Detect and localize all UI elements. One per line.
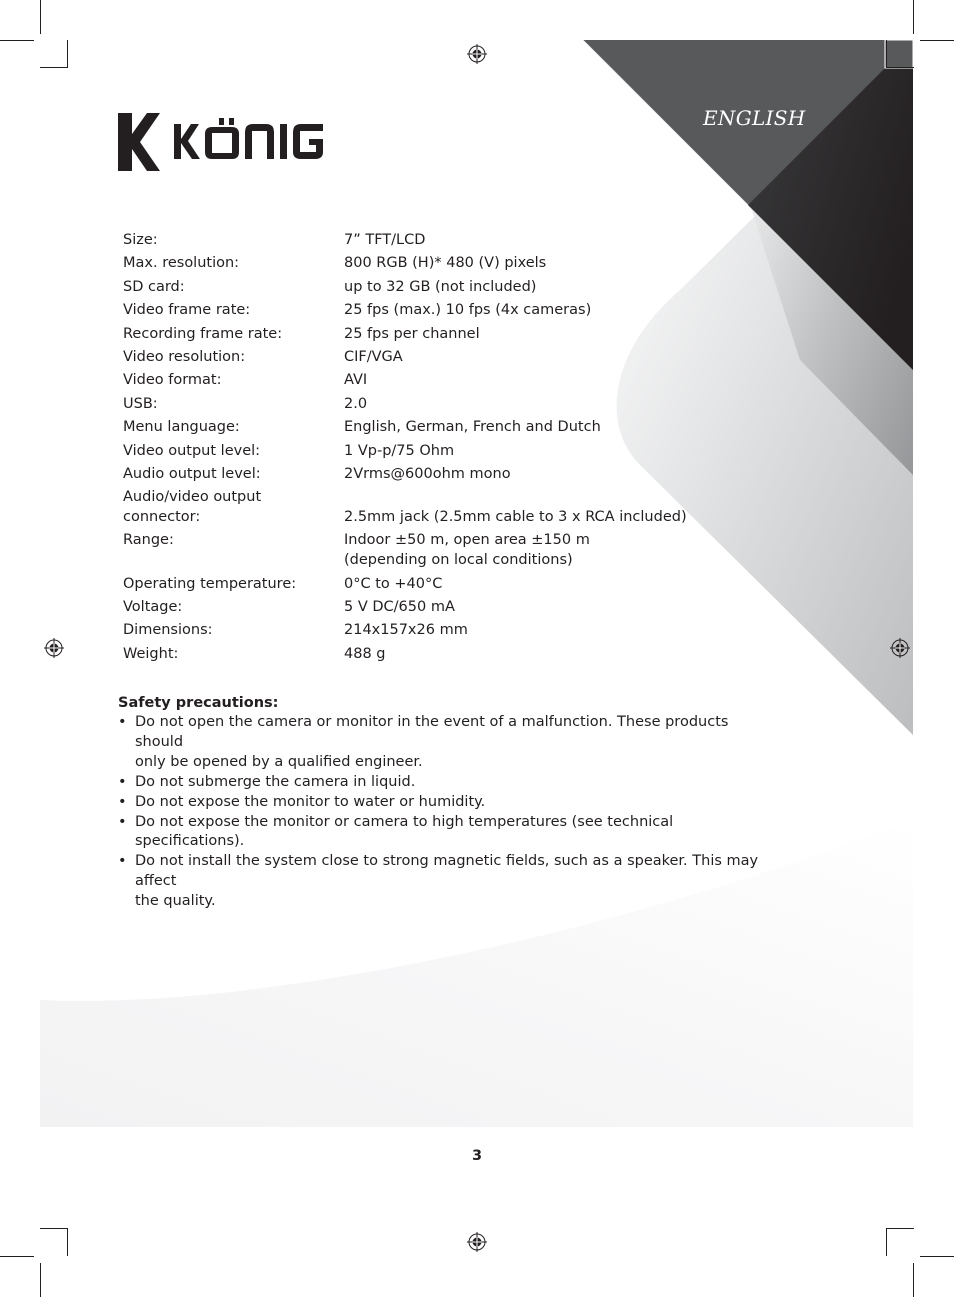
spec-label-line: Voltage:	[123, 599, 183, 616]
spec-label	[123, 465, 344, 485]
spec-row	[123, 531, 743, 571]
spec-label	[123, 325, 344, 345]
spec-label-line: Range:	[123, 532, 174, 549]
safety-item-line: the quality.	[135, 893, 216, 910]
spec-value-line: Indoor ±50 m, open area ±150 m	[344, 532, 590, 549]
crop-mark	[913, 1263, 914, 1297]
spec-value-line: 2.5mm jack (2.5mm cable to 3 x RCA included)	[344, 509, 687, 526]
spec-value-line: 0°C to +40°C	[344, 575, 443, 592]
spec-row	[123, 395, 743, 415]
spec-value-line: CIF/VGA	[344, 348, 403, 365]
spec-value	[344, 488, 743, 528]
spec-label	[123, 488, 344, 528]
bullet-icon: •	[118, 853, 127, 870]
crop-mark	[0, 40, 34, 41]
spec-row	[123, 575, 743, 595]
spec-label-line: USB:	[123, 395, 158, 412]
safety-item	[118, 713, 778, 773]
spec-row	[123, 645, 743, 665]
spec-value	[344, 325, 743, 345]
spec-value-line: 5 V DC/650 mA	[344, 599, 455, 616]
spec-label-line: Operating temperature:	[123, 575, 297, 592]
spec-row	[123, 325, 743, 345]
bullet-icon: •	[118, 793, 127, 810]
crop-mark	[40, 1263, 41, 1297]
safety-item	[118, 773, 778, 793]
safety-title: Safety precautions:	[118, 695, 279, 711]
spec-label-line: Audio output level:	[123, 465, 261, 482]
spec-value-line: 25 fps per channel	[344, 325, 480, 342]
spec-value-line: 1 Vp-p/75 Ohm	[344, 442, 455, 459]
bullet-icon: •	[118, 714, 127, 730]
safety-item	[118, 793, 778, 813]
spec-value	[344, 348, 743, 368]
registration-mark-icon	[467, 1232, 487, 1252]
spec-value	[344, 371, 743, 391]
spec-value	[344, 621, 743, 641]
spec-row	[123, 301, 743, 321]
spec-value-line: 488 g	[344, 645, 386, 662]
spec-label-line: Dimensions:	[123, 622, 213, 639]
spec-value	[344, 465, 743, 485]
spec-value-line: 214x157x26 mm	[344, 622, 468, 639]
safety-list	[118, 713, 778, 912]
crop-mark	[913, 0, 914, 34]
spec-value-line: 2Vrms@600ohm mono	[344, 465, 511, 482]
spec-label-line: Audio/video output	[123, 489, 262, 506]
spec-value	[344, 598, 743, 618]
spec-label-line: Video frame rate:	[123, 302, 251, 319]
spec-label	[123, 348, 344, 368]
spec-row	[123, 254, 743, 274]
spec-value-line: 7” TFT/LCD	[344, 232, 426, 248]
crop-mark	[920, 40, 954, 41]
spec-label	[123, 301, 344, 321]
spec-label	[123, 575, 344, 595]
safety-section	[118, 693, 778, 912]
spec-value	[344, 254, 743, 274]
spec-label	[123, 531, 344, 571]
spec-label	[123, 418, 344, 438]
spec-label	[123, 598, 344, 618]
spec-label-line: SD card:	[123, 278, 185, 295]
spec-label-line: Size:	[123, 232, 158, 248]
spec-value	[344, 301, 743, 321]
spec-row	[123, 442, 743, 462]
safety-item-line: Do not submerge the camera in liquid.	[135, 773, 416, 790]
spec-value-line: 800 RGB (H)* 480 (V) pixels	[344, 255, 547, 272]
spec-value-line: up to 32 GB (not included)	[344, 278, 537, 295]
spec-label	[123, 395, 344, 415]
spec-row	[123, 598, 743, 618]
spec-value	[344, 645, 743, 665]
spec-label	[123, 645, 344, 665]
spec-label	[123, 231, 344, 251]
safety-item-line: Do not expose the monitor or camera to high temperatures (see technical specifications).	[135, 813, 674, 850]
crop-mark	[0, 1256, 34, 1257]
spec-row	[123, 488, 743, 528]
crop-mark	[886, 1228, 914, 1229]
spec-row	[123, 371, 743, 391]
spec-value-line: 2.0	[344, 395, 368, 412]
crop-mark	[886, 40, 887, 68]
spec-row	[123, 465, 743, 485]
spec-label-line: connector:	[123, 509, 201, 526]
spec-label-line: Max. resolution:	[123, 255, 240, 272]
safety-item-line: only be opened by a qualified engineer.	[135, 753, 423, 770]
spec-value	[344, 278, 743, 298]
spec-label-line: Video output level:	[123, 442, 261, 459]
spec-row	[123, 348, 743, 368]
safety-item-line: Do not install the system close to strong magnetic fields, such as a speaker. This may affect	[135, 853, 759, 890]
safety-item-line: Do not open the camera or monitor in the event of a malfunction. These products should	[135, 714, 729, 750]
crop-mark	[886, 67, 914, 68]
spec-value	[344, 575, 743, 595]
spec-value-line: English, German, French and Dutch	[344, 419, 601, 436]
spec-value-line: AVI	[344, 372, 368, 389]
konig-logo	[118, 112, 342, 172]
page-number: 3	[471, 1148, 483, 1164]
crop-mark	[67, 40, 68, 68]
safety-item	[118, 813, 778, 853]
spec-value	[344, 531, 743, 571]
crop-mark	[40, 0, 41, 34]
safety-item	[118, 852, 778, 912]
spec-value-line: 25 fps (max.) 10 fps (4x cameras)	[344, 302, 592, 319]
specifications-table	[123, 231, 743, 668]
bullet-icon: •	[118, 773, 127, 790]
spec-value	[344, 231, 743, 251]
spec-label	[123, 254, 344, 274]
spec-label-line: Recording frame rate:	[123, 325, 283, 342]
spec-value-line: (depending on local conditions)	[344, 552, 573, 569]
crop-mark	[40, 1228, 68, 1229]
spec-row	[123, 278, 743, 298]
spec-value	[344, 418, 743, 438]
registration-mark-icon	[467, 44, 487, 64]
spec-label	[123, 621, 344, 641]
spec-value	[344, 395, 743, 415]
spec-value	[344, 442, 743, 462]
bullet-icon: •	[118, 813, 127, 830]
crop-mark	[886, 1228, 887, 1256]
crop-mark	[920, 1256, 954, 1257]
spec-label-line: Video resolution:	[123, 348, 246, 365]
spec-label	[123, 442, 344, 462]
spec-row	[123, 621, 743, 641]
crop-mark	[40, 67, 68, 68]
spec-label-line: Video format:	[123, 372, 222, 389]
spec-label	[123, 278, 344, 298]
language-label: ENGLISH	[703, 106, 806, 130]
spec-label-line: Menu language:	[123, 419, 240, 436]
registration-mark-icon	[44, 638, 64, 658]
crop-mark	[67, 1228, 68, 1256]
spec-label-line: Weight:	[123, 645, 179, 662]
registration-mark-icon	[890, 638, 910, 658]
safety-item-line: Do not expose the monitor to water or humidity.	[135, 793, 486, 810]
spec-row	[123, 418, 743, 438]
spec-row	[123, 231, 743, 251]
spec-label	[123, 371, 344, 391]
